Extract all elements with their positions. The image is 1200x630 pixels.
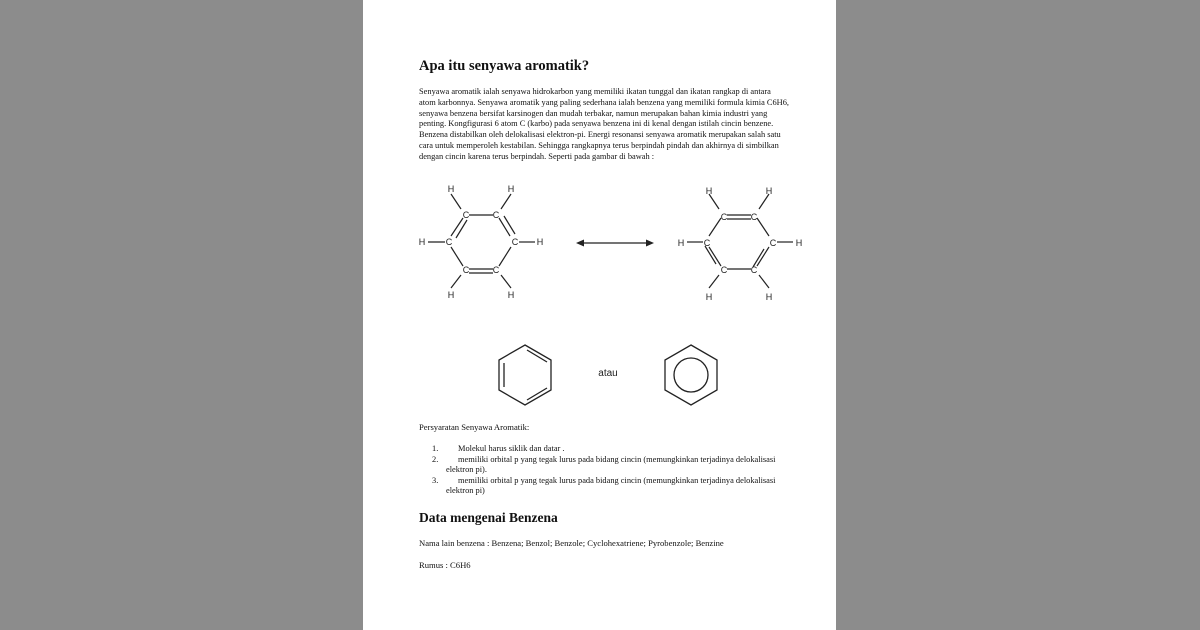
atom-label-c: C [445, 237, 453, 247]
kekule-ring [499, 345, 551, 405]
intro-section [419, 58, 789, 163]
intro-paragraph: Senyawa aromatik ialah senyawa hidrokarbon yang memiliki ikatan tunggal dan ikatan rangkap di antara atom karbonnya. Senyawa aromatik yang paling sederhana ialah benzena yang memiliki formula kimia C6H6, senyawa benzena bersifat karsinogen dan mudah terbakar, namun merupakan bahan kimia industri yang penting. Kongfigurasi 6 atom C (karbo) pada senyawa benzena ini di kenal dengan istilah cincin benzene. Benzena distabilkan oleh delokalisasi elektron-pi. Energi resonansi senyawa aromatik merupakan salah satu cara untuk memperoleh kestabilan. Sehingga rangkapnya terus berpindah pindah dan akhirnya di simbilkan dengan cincin karena terus berpindah. Seperti pada gambar di bawah : [419, 87, 790, 161]
atom-label-h: H [507, 184, 515, 194]
list-item [419, 476, 799, 497]
atau-label: atau [598, 368, 618, 379]
atom-label-c: C [720, 212, 728, 222]
list-text: memiliki orbital p yang tegak lurus pada bidang cincin (memungkinkan terjadinya delokalisasi elektron pi). [446, 454, 776, 475]
aromatic-ring [665, 345, 717, 405]
atom-label-h: H [705, 186, 713, 196]
formula: Rumus : C6H6 [419, 560, 471, 570]
atom-label-h: H [447, 290, 455, 300]
atom-label-h: H [677, 238, 685, 248]
requirements-title: Persyaratan Senyawa Aromatik: [419, 422, 530, 432]
benzene-symbols-figure [483, 335, 733, 415]
atom-label-c: C [750, 265, 758, 275]
atom-label-h: H [705, 292, 713, 302]
list-text: memiliki orbital p yang tegak lurus pada bidang cincin (memungkinkan terjadinya delokalisasi elektron pi) [446, 475, 776, 496]
atom-label-c: C [492, 210, 500, 220]
atom-label-h: H [795, 238, 803, 248]
atom-label-h: H [536, 237, 544, 247]
document-page [363, 0, 836, 630]
atom-label-c: C [750, 212, 758, 222]
list-number: 2. [432, 454, 439, 464]
atom-label-c: C [511, 237, 519, 247]
atom-label-h: H [765, 292, 773, 302]
benzene-resonance-figure [413, 178, 813, 308]
atom-label-c: C [703, 238, 711, 248]
atom-label-c: C [769, 238, 777, 248]
list-number: 1. [432, 444, 439, 453]
atom-label-h: H [447, 184, 455, 194]
atom-label-h: H [765, 186, 773, 196]
list-item [419, 444, 799, 455]
list-number: 3. [432, 475, 439, 485]
atom-label-h: H [507, 290, 515, 300]
atom-label-c: C [462, 265, 470, 275]
atom-label-c: C [462, 210, 470, 220]
atom-label-c: C [720, 265, 728, 275]
section-title: Data mengenai Benzena [419, 510, 558, 525]
list-item [419, 455, 799, 476]
atom-label-h: H [418, 237, 426, 247]
list-text: Molekul harus siklik dan datar . [458, 444, 565, 453]
requirements-list [419, 444, 799, 497]
aromatic-circle [674, 358, 708, 392]
other-names: Nama lain benzena : Benzena; Benzol; Benzole; Cyclohexatriene; Pyrobenzole; Benzine [419, 538, 724, 548]
page-title: Apa itu senyawa aromatik? [419, 58, 590, 74]
atom-label-c: C [492, 265, 500, 275]
